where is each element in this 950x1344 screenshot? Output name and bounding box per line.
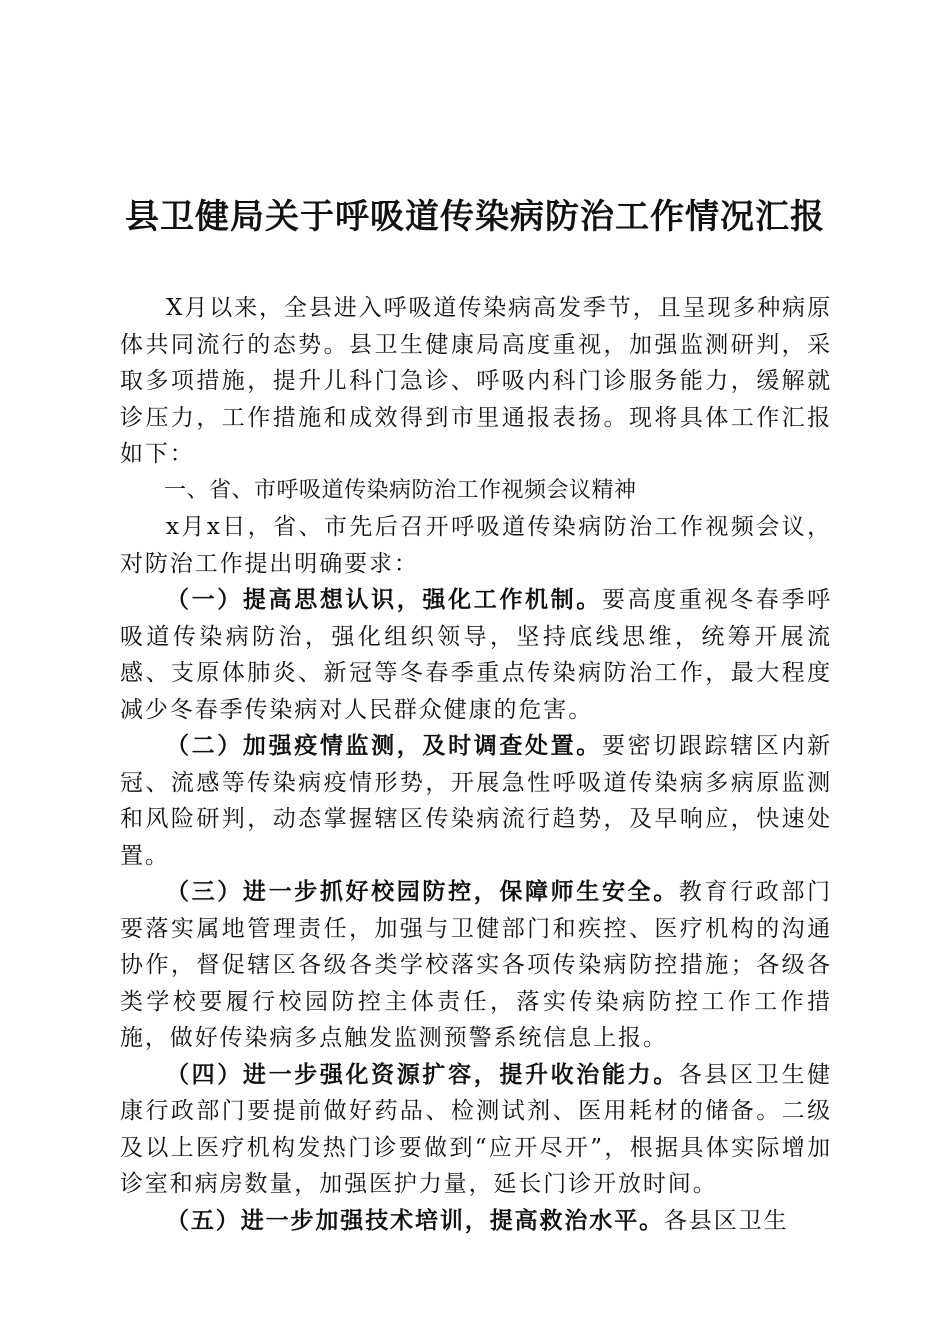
section-heading: 一、省、市呼吸道传染病防治工作视频会议精神 [164, 477, 637, 503]
item-text-1: 要高度重视冬春季呼吸道传染病防治，强化组织领导，坚持底线思维，统筹开展流感、支原体肺炎、新冠等冬春季重点传染病防治工作，最大程度减少冬春季传染病对人民群众健康的危害。 [120, 587, 832, 723]
item-text-3: 教育行政部门要落实属地管理责任，加强与卫健部门和疾控、医疗机构的沟通协作，督促辖区各级各类学校落实各项传染病防控措施；各级各类学校要履行校园防控主体责任，落实传染病防控工作工作措施，做好传染病多点触发监测预警系统信息上报。 [120, 879, 832, 1051]
item-text-2: 要密切跟踪辖区内新冠、流感等传染病疫情形势，开展急性呼吸道传染病多病原监测和风险研判，动态掌握辖区传染病流行趋势，及早响应，快速处置。 [120, 733, 832, 869]
item-paragraph-4 [120, 1057, 832, 1203]
intro-paragraph: X月以来，全县进入呼吸道传染病高发季节，且呈现多种病原体共同流行的态势。县卫生健康局高度重视，加强监测研判，采取多项措施，提升儿科门急诊、呼吸内科门诊服务能力，缓解就诊压力，工作措施和成效得到市里通报表扬。现将具体工作汇报如下： [120, 295, 832, 467]
item-lead-3: （三）进一步抓好校园防控，保障师生安全。 [166, 878, 679, 905]
item-lead-2: （二）加强疫情监测，及时调查处置。 [166, 732, 602, 759]
item-lead-4: （四）进一步强化资源扩容，提升收治能力。 [166, 1060, 679, 1088]
item-paragraph-5 [120, 1203, 832, 1240]
item-paragraph-1 [120, 582, 832, 728]
item-text-5: 各县区卫生 [664, 1207, 789, 1234]
item-paragraph-2 [120, 728, 832, 874]
document-body [120, 290, 832, 1239]
section-intro-paragraph: x月x日，省、市先后召开呼吸道传染病防治工作视频会议，对防治工作提出明确要求： [120, 514, 832, 577]
item-text-4: 各县区卫生健康行政部门要提前做好药品、检测试剂、医用耗材的储备。二级及以上医疗机构发热门诊要做到“应开尽开”，根据具体实际增加诊室和病房数量，加强医护力量，延长门诊开放时间。 [120, 1061, 832, 1197]
item-lead-5: （五）进一步加强技术培训，提高救治水平。 [166, 1206, 664, 1234]
item-lead-1: （一）提高思想认识，强化工作机制。 [166, 586, 602, 613]
document-title: 县卫健局关于呼吸道传染病防治工作情况汇报 [125, 197, 825, 237]
item-paragraph-3 [120, 874, 832, 1057]
